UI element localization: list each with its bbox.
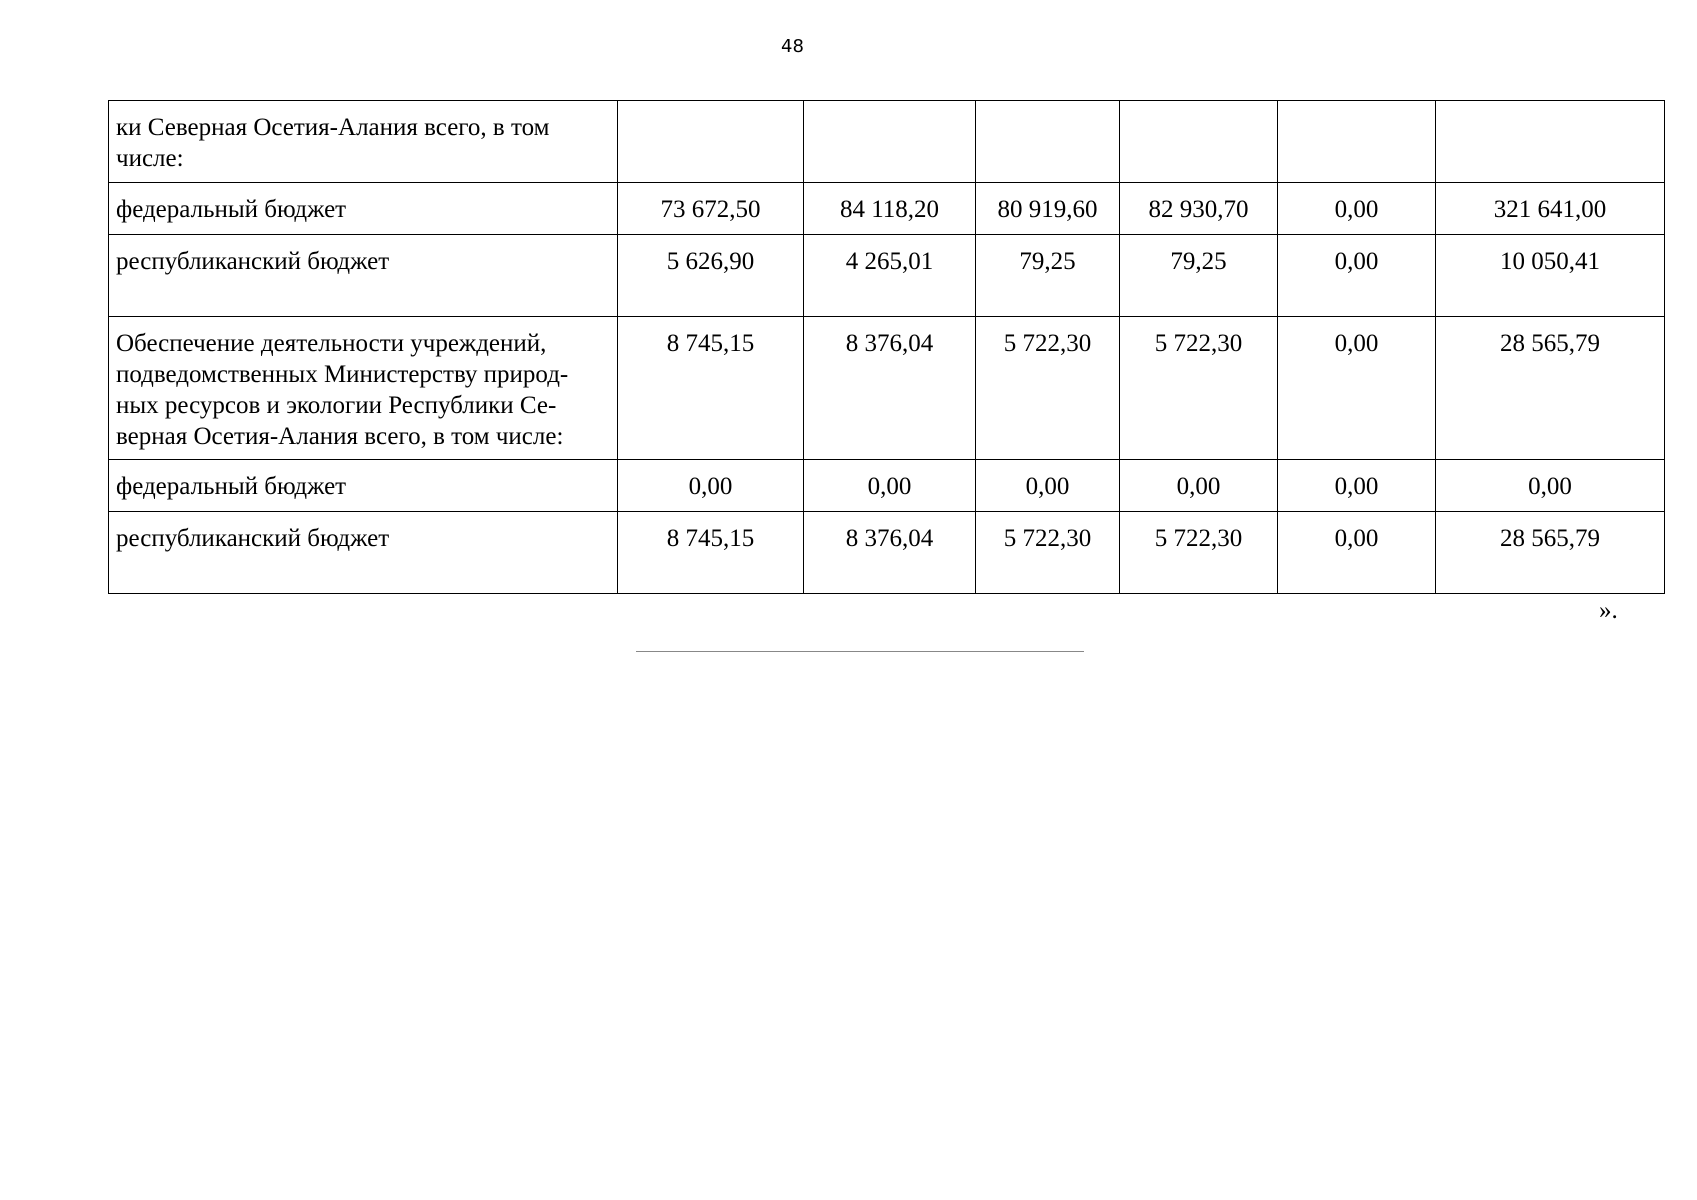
table-cell: [804, 101, 976, 183]
row-label: республиканский бюджет: [109, 512, 618, 594]
table-cell: 0,00: [1278, 317, 1436, 460]
table-cell: 8 745,15: [618, 317, 804, 460]
table-cell: 5 722,30: [1120, 317, 1278, 460]
table-cell: 82 930,70: [1120, 183, 1278, 235]
table-cell: [1120, 101, 1278, 183]
row-label: федеральный бюджет: [109, 183, 618, 235]
table-cell: [976, 101, 1120, 183]
row-label: Обеспечение деятельности учреждений, подведомственных Министерству природ-ных ресурсов и экологии Республики Се-верная Осетия-Алания всего, в том числе:: [109, 317, 618, 460]
table-cell: 8 745,15: [618, 512, 804, 594]
table-cell: 28 565,79: [1436, 512, 1665, 594]
table-cell: 0,00: [1120, 460, 1278, 512]
page-number: 48: [781, 36, 804, 57]
table-cell: 5 626,90: [618, 235, 804, 317]
table-cell: 79,25: [1120, 235, 1278, 317]
end-rule: [636, 651, 1084, 652]
table-row: [109, 183, 1665, 235]
table-row: [109, 460, 1665, 512]
table-cell: 5 722,30: [976, 512, 1120, 594]
table-row: [109, 512, 1665, 594]
table-cell: 321 641,00: [1436, 183, 1665, 235]
table-cell: 10 050,41: [1436, 235, 1665, 317]
row-label: ки Северная Осетия-Алания всего, в том числе:: [109, 101, 618, 183]
table-cell: 79,25: [976, 235, 1120, 317]
table-row: [109, 101, 1665, 183]
table-cell: [618, 101, 804, 183]
table-cell: [1436, 101, 1665, 183]
table-cell: 73 672,50: [618, 183, 804, 235]
table-cell: 0,00: [618, 460, 804, 512]
table-row: [109, 235, 1665, 317]
table-cell: 0,00: [1436, 460, 1665, 512]
table-cell: 5 722,30: [1120, 512, 1278, 594]
table-cell: [1278, 101, 1436, 183]
table-cell: 8 376,04: [804, 512, 976, 594]
table-cell: 0,00: [1278, 183, 1436, 235]
table-cell: 5 722,30: [976, 317, 1120, 460]
table-cell: 0,00: [1278, 460, 1436, 512]
table-cell: 80 919,60: [976, 183, 1120, 235]
row-label: республиканский бюджет: [109, 235, 618, 317]
table-cell: 28 565,79: [1436, 317, 1665, 460]
table-cell: 0,00: [1278, 235, 1436, 317]
row-label: федеральный бюджет: [109, 460, 618, 512]
table-cell: 84 118,20: [804, 183, 976, 235]
table-row: [109, 317, 1665, 460]
table-cell: 0,00: [976, 460, 1120, 512]
table-cell: 0,00: [1278, 512, 1436, 594]
closing-quote: ».: [1599, 597, 1618, 624]
table-cell: 8 376,04: [804, 317, 976, 460]
budget-table: [108, 100, 1665, 594]
table-cell: 4 265,01: [804, 235, 976, 317]
table-cell: 0,00: [804, 460, 976, 512]
